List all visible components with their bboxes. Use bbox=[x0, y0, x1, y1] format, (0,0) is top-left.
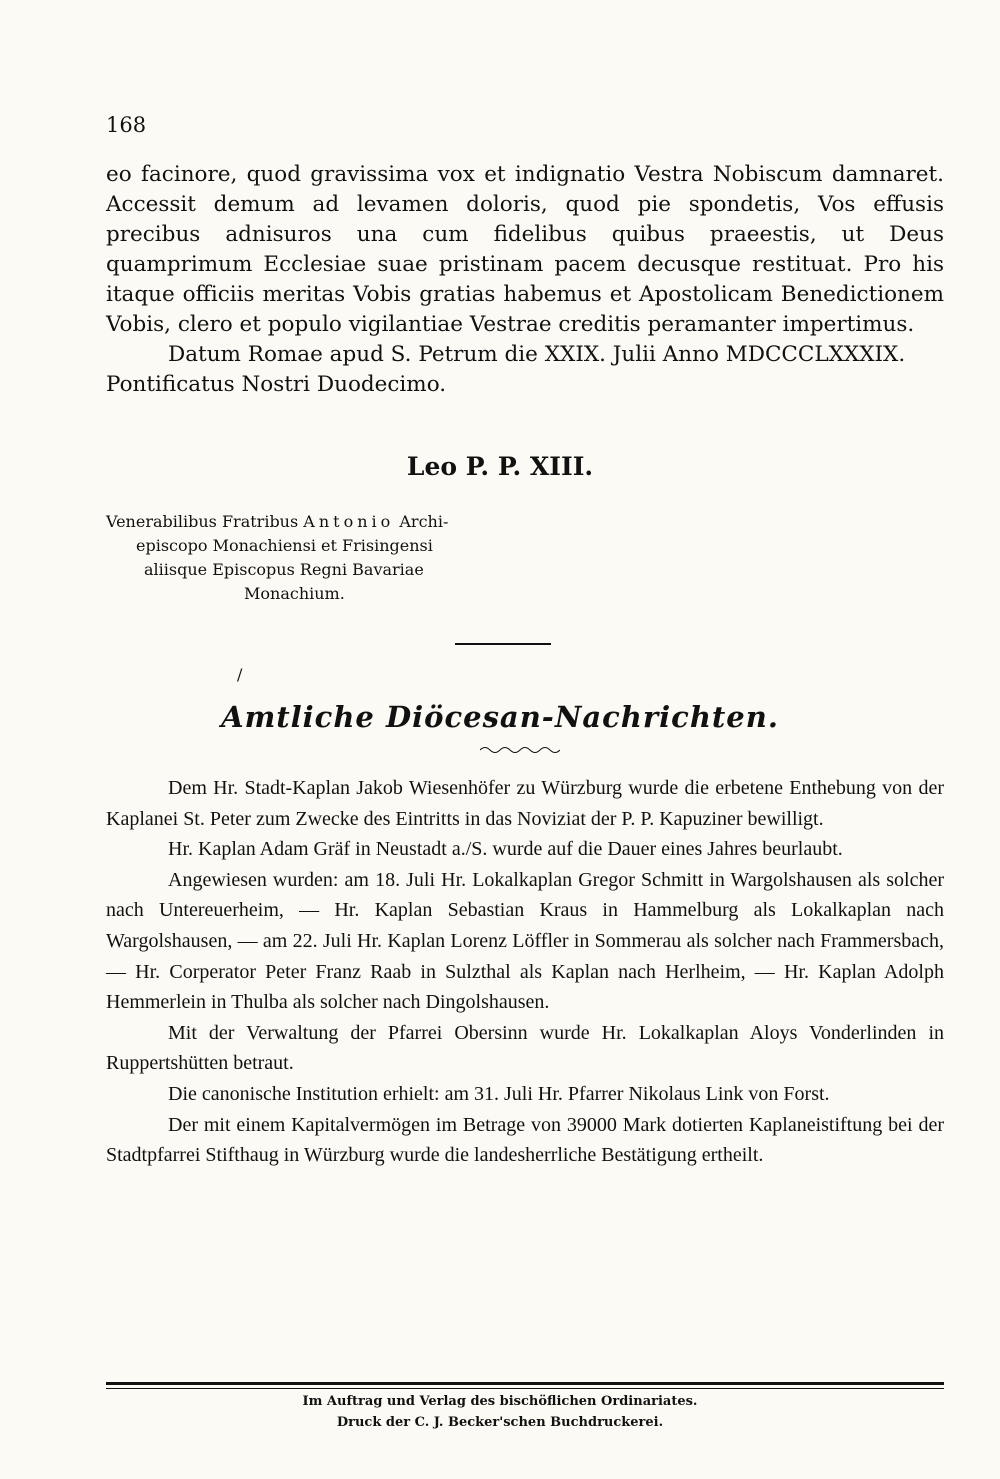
address-text: Venerabilibus Fratribus bbox=[106, 512, 299, 531]
latin-paragraph: eo facinore, quod gravissima vox et indignatio Vestra Nobiscum damnaret. Accessit demum ad levamen doloris, quod pie spondetis, Vos effusis precibus adnisuros una cum fidelibus quibus praeestis, ut Deus quamprimum Ecclesiae suae pristinam pacem decusque restituat. Pro his itaque officiis meritas Vobis gratias habemus et Apostolicam Benedictionem Vobis, clero et populo vigilantiae Vestrae creditis peramanter impertimus. bbox=[106, 162, 944, 337]
news-paragraph: Mit der Verwaltung der Pfarrei Obersinn wurde Hr. Lokalkaplan Aloys Vonderlinden in Ruppertshütten betraut. bbox=[106, 1021, 944, 1075]
latin-letter bbox=[106, 160, 944, 400]
section-divider bbox=[455, 643, 551, 645]
ornament-squiggle bbox=[480, 745, 560, 755]
imprint-printer: Druck der C. J. Becker'schen Buchdruckerei. bbox=[336, 1415, 664, 1430]
address-name: Antonio bbox=[303, 512, 395, 531]
news-paragraph: Die canonische Institution erhielt: am 31. Juli Hr. Pfarrer Nikolaus Link von Forst. bbox=[168, 1082, 830, 1105]
page-number: 168 bbox=[106, 113, 147, 137]
papal-signature: Leo P. P. XIII. bbox=[406, 452, 594, 481]
pontificatus-line: Pontificatus Nostri Duodecimo. bbox=[106, 372, 447, 397]
imprint-publisher: Im Auftrag und Verlag des bischöflichen Ordinariates. bbox=[302, 1394, 698, 1409]
datum-line: Datum Romae apud S. Petrum die XXIX. Julii Anno MDCCCLXXXIX. bbox=[168, 342, 906, 367]
news-paragraph: Dem Hr. Stadt-Kaplan Jakob Wiesenhöfer zu Würzburg wurde die erbetene Enthebung von der Kaplanei St. Peter zum Zwecke des Eintritts in das Noviziat der P. P. Kapuziner bewilligt. bbox=[106, 777, 944, 830]
address-line: aliisque Episcopus Regni Bavariae bbox=[144, 560, 424, 579]
address-line bbox=[106, 510, 448, 534]
diocesan-news bbox=[106, 773, 944, 1171]
address-line: episcopo Monachiensi et Frisingensi bbox=[136, 536, 433, 555]
address-block bbox=[106, 510, 448, 606]
footer-rule bbox=[106, 1382, 944, 1385]
news-paragraph: Hr. Kaplan Adam Gräf in Neustadt a./S. wurde auf die Dauer eines Jahres beurlaubt. bbox=[168, 838, 843, 861]
stray-mark: / bbox=[237, 665, 243, 684]
news-paragraph: Angewiesen wurden: am 18. Juli Hr. Lokalkaplan Gregor Schmitt in Wargolshausen als solcher nach Untereuerheim, — Hr. Kaplan Sebastian Kraus in Hammelburg als Lokalkaplan nach Wargolshausen, — am 22. Juli Hr. Kaplan Lorenz Löffler in Sommerau als solcher nach Frammersbach, — Hr. Corperator Peter Franz Raab in Sulzthal als Kaplan nach Herlheim, — Hr. Kaplan Adolph Hemmerlein in Thulba als solcher nach Dingolshausen. bbox=[106, 868, 944, 1014]
address-line: Monachium. bbox=[244, 584, 345, 603]
section-heading: Amtliche Diöcesan-Nachrichten. bbox=[221, 700, 779, 734]
news-paragraph: Der mit einem Kapitalvermögen im Betrage von 39000 Mark dotierten Kaplaneistiftung bei der Stadtpfarrei Stifthaug in Würzburg wurde die landesherrliche Bestätigung ertheilt. bbox=[106, 1113, 944, 1167]
address-text: Archi- bbox=[399, 512, 449, 531]
footer-rule-thin bbox=[106, 1388, 944, 1389]
